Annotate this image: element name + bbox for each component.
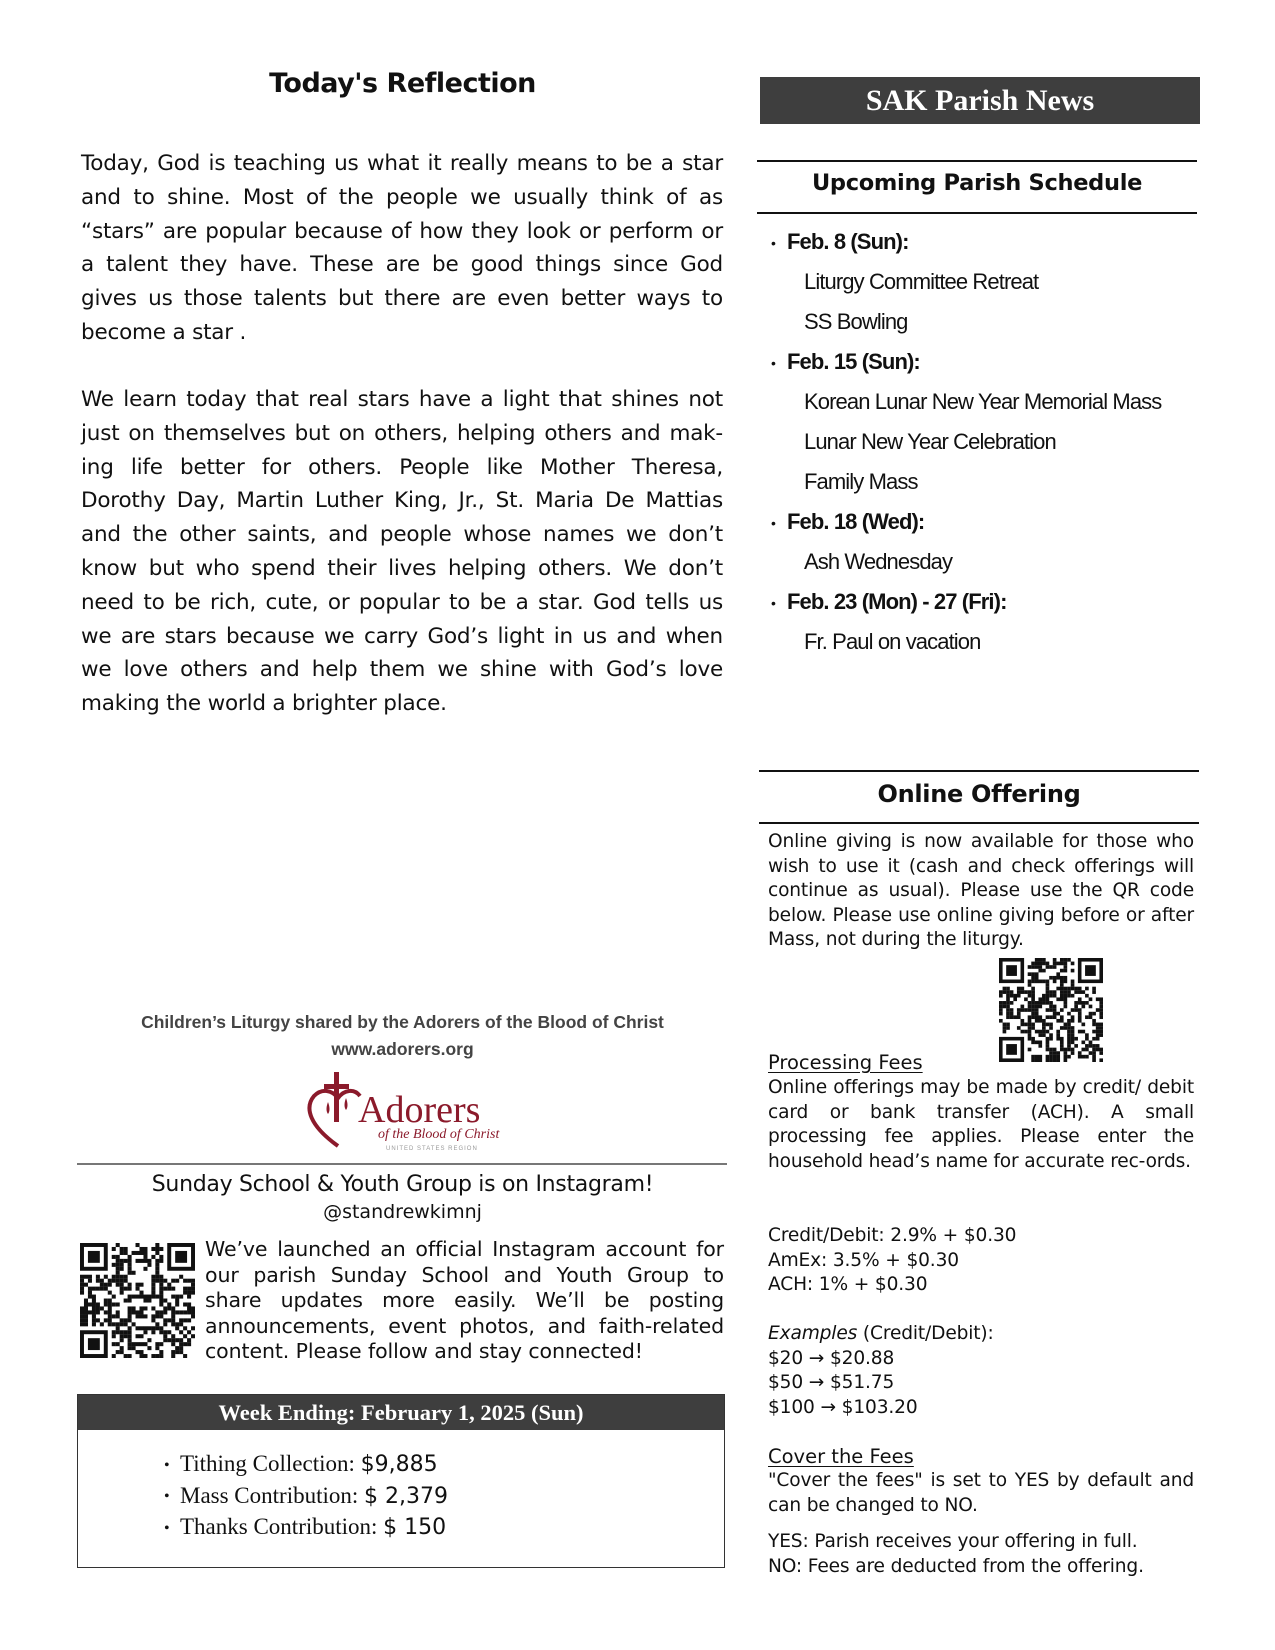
schedule-event: Liturgy Committee Retreat [804, 269, 1039, 294]
schedule-title: Upcoming Parish Schedule [811, 170, 1143, 196]
schedule-event: Ash Wednesday [804, 549, 953, 574]
fee-example: $100 → $103.20 [768, 1396, 918, 1418]
bullet-icon: • [771, 515, 776, 532]
adorers-logo-region: UNITED STATES REGION [386, 1146, 478, 1152]
fee-rate: ACH: 1% + $0.30 [768, 1274, 928, 1295]
examples-heading: Examples (Credit/Debit): [768, 1323, 994, 1344]
bullet-icon: • [771, 235, 776, 252]
parish-news-banner: SAK Parish News [760, 77, 1200, 124]
cover-fees-options [768, 1530, 1144, 1579]
schedule-date: • Feb. 8 (Sun): [771, 222, 1201, 262]
bullet-icon: • [164, 1456, 170, 1474]
schedule-date: • Feb. 15 (Sun): [771, 342, 1201, 382]
collection-label: Mass Contribution: [180, 1482, 359, 1508]
adorers-caption-line: Children’s Liturgy shared by the Adorers of the Blood of Christ [141, 1012, 664, 1032]
schedule-event: Lunar New Year Celebration [804, 429, 1056, 454]
bullet-icon: • [164, 1519, 170, 1537]
schedule-date: • Feb. 23 (Mon) - 27 (Fri): [771, 582, 1201, 622]
adorers-logo-sub: of the Blood of Christ [378, 1127, 500, 1142]
section-divider [759, 770, 1199, 772]
week-summary-box [77, 1394, 725, 1568]
schedule-event: SS Bowling [804, 309, 908, 334]
fee-example: $20 → $20.88 [768, 1347, 895, 1369]
qr-code-icon[interactable] [999, 958, 1103, 1062]
reflection-paragraph: We learn today that real stars have a light that shines not just on themselves but on others, helping others and mak-ing life better for others. People like Mother Theresa, Dorothy Day, Martin Luther King, Jr., St. Maria De Mattias and the other saints, and people whose names we don’t know but who spend their lives helping others. We don’t need to be rich, cute, or popular to be a star. God tells us we are stars because we carry God’s light in us and when we love others and help them we shine with God’s love making the world a brighter place. [81, 387, 723, 717]
week-collection-list [164, 1451, 448, 1546]
list-item [164, 1483, 448, 1515]
section-divider [757, 160, 1197, 162]
adorers-website: www.adorers.org [331, 1039, 474, 1059]
schedule-event: Fr. Paul on vacation [804, 629, 981, 654]
schedule-list [771, 222, 1201, 662]
adorers-logo-text: Adorers [358, 1089, 481, 1131]
cover-fees-no: NO: Fees are deducted from the offering. [768, 1555, 1144, 1577]
online-offering-title: Online Offering [877, 780, 1081, 808]
list-item [164, 1514, 448, 1546]
section-divider [77, 1163, 727, 1165]
fee-rate: Credit/Debit: 2.9% + $0.30 [768, 1225, 1017, 1246]
adorers-logo [300, 1068, 510, 1158]
instagram-handle: @standrewkimnj [323, 1201, 482, 1223]
collection-amount: $ 2,379 [364, 1483, 448, 1509]
section-divider [757, 212, 1197, 214]
adorers-caption [80, 1009, 725, 1063]
processing-fees-text: Online offerings may be made by credit/ debit card or bank transfer (ACH). A small processing fee applies. Please enter the household head’s name for accurate rec-ords. [768, 1077, 1194, 1172]
collection-label: Thanks Contribution: [180, 1514, 378, 1539]
fee-example: $50 → $51.75 [768, 1372, 895, 1393]
cover-fees-text: "Cover the fees" is set to YES by default and can be changed to NO. [768, 1470, 1194, 1516]
cover-fees-yes: YES: Parish receives your offering in full. [768, 1531, 1138, 1552]
fee-examples [768, 1322, 994, 1420]
fee-rate: AmEx: 3.5% + $0.30 [768, 1249, 959, 1271]
processing-fees-heading: Processing Fees [768, 1051, 923, 1074]
instagram-title: Sunday School & Youth Group is on Instagram! [151, 1172, 654, 1197]
list-item [164, 1451, 448, 1483]
fee-rates [768, 1224, 1016, 1298]
online-offering-intro: Online giving is now available for those who wish to use it (cash and check offerings will continue as usual). Please use the QR code below. Please use online giving before or after Mass, not during the liturgy. [768, 831, 1194, 950]
bullet-icon: • [771, 595, 776, 612]
collection-amount: $9,885 [360, 1452, 438, 1477]
schedule-event: Family Mass [804, 469, 918, 494]
section-divider [759, 822, 1199, 824]
reflection-paragraph: Today, God is teaching us what it really means to be a star and to shine. Most of the people we usually think of as “stars” are popular because of how they look or perform or a talent they have. These are be good things since God gives us those talents but there are even better ways to become a star . [81, 151, 723, 345]
week-header: Week Ending: February 1, 2025 (Sun) [78, 1395, 724, 1430]
bullet-icon: • [164, 1488, 170, 1506]
schedule-event: Korean Lunar New Year Memorial Mass [804, 389, 1162, 414]
reflection-title: Today's Reflection [269, 68, 536, 99]
qr-code-icon[interactable] [80, 1243, 195, 1358]
collection-amount: $ 150 [383, 1515, 447, 1540]
collection-label: Tithing Collection: [180, 1451, 355, 1476]
bullet-icon: • [771, 355, 776, 372]
cover-fees-heading: Cover the Fees [768, 1445, 914, 1468]
instagram-description: We’ve launched an official Instagram account for our parish Sunday School and Youth Group to share updates more easily. We’ll be posting announcements, event photos, and faith-related content. Please follow and stay connected! [205, 1237, 724, 1363]
schedule-date: • Feb. 18 (Wed): [771, 502, 1201, 542]
